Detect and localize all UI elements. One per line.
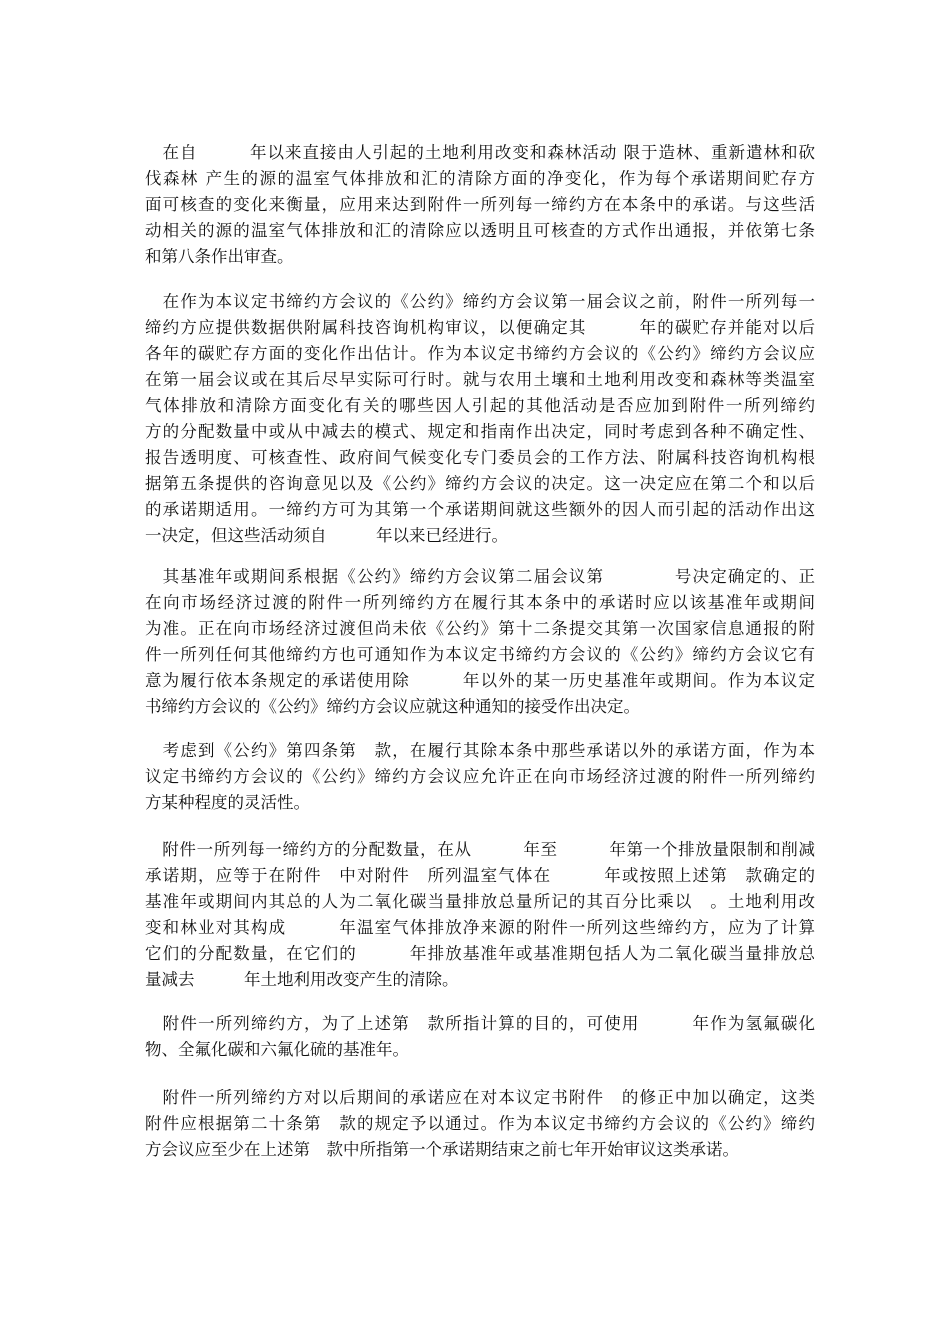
text-line: 为准。正在向市场经济过渡但尚未依《公约》第十二条提交其第一次国家信息通报的附 <box>145 619 815 638</box>
text-line: 和第八条作出审查。 <box>145 247 294 266</box>
text-line: 承诺期，应等于在附件 中对附件 所列温室气体在 年或按照上述第 款确定的 <box>145 866 815 885</box>
text-line: 在自 年以来直接由人引起的土地利用改变和森林活动 限于造林、重新遣林和砍 <box>145 143 815 162</box>
text-line: 件一所列任何其他缔约方也可通知作为本议定书缔约方会议的《公约》缔约方会议它有 <box>145 645 815 664</box>
text-line: 面可核查的变化来衡量，应用来达到附件一所列每一缔约方在本条中的承诺。与这些活 <box>145 195 815 214</box>
text-line: 在作为本议定书缔约方会议的《公约》缔约方会议第一届会议之前，附件一所列每一 <box>145 292 815 311</box>
paragraph-5 <box>145 837 815 993</box>
paragraph-4 <box>145 738 815 816</box>
paragraph-6 <box>145 1011 815 1063</box>
text-line: 附件一所列每一缔约方的分配数量，在从 年至 年第一个排放量限制和削减 <box>145 840 815 859</box>
text-line: 气体排放和清除方面变化有关的哪些因人引起的其他活动是否应加到附件一所列缔约 <box>145 396 815 415</box>
paragraph-7 <box>145 1085 815 1163</box>
text-line: 一决定，但这些活动须自 年以来已经进行。 <box>145 526 508 545</box>
paragraph-2 <box>145 289 815 549</box>
text-line: 报告透明度、可核查性、政府间气候变化专门委员会的工作方法、附属科技咨询机构根 <box>145 448 815 467</box>
text-line: 缔约方应提供数据供附属科技咨询机构审议，以便确定其 年的碳贮存并能对以后 <box>145 318 815 337</box>
text-line: 附件一所列缔约方，为了上述第 款所指计算的目的，可使用 年作为氢氟碳化 <box>145 1014 815 1033</box>
text-line: 各年的碳贮存方面的变化作出估计。作为本议定书缔约方会议的《公约》缔约方会议应 <box>145 344 815 363</box>
text-line: 它们的分配数量，在它们的 年排放基准年或基准期包括人为二氧化碳当量排放总 <box>145 944 815 963</box>
text-line: 动相关的源的温室气体排放和汇的清除应以透明且可核查的方式作出通报，并依第七条 <box>145 221 815 240</box>
text-line: 伐森林 产生的源的温室气体排放和汇的清除方面的净变化，作为每个承诺期间贮存方 <box>145 169 815 188</box>
text-line: 的承诺期适用。一缔约方可为其第一个承诺期间就这些额外的因人而引起的活动作出这 <box>145 500 815 519</box>
text-line: 方会议应至少在上述第 款中所指第一个承诺期结束之前七年开始审议这类承诺。 <box>145 1140 739 1159</box>
paragraph-3 <box>145 564 815 720</box>
text-line: 方某种程度的灵活性。 <box>145 793 310 812</box>
text-line: 在向市场经济过渡的附件一所列缔约方在履行其本条中的承诺时应以该基准年或期间 <box>145 593 815 612</box>
text-line: 考虑到《公约》第四条第 款，在履行其除本条中那些承诺以外的承诺方面，作为本 <box>145 741 815 760</box>
text-line: 议定书缔约方会议的《公约》缔约方会议应允许正在向市场经济过渡的附件一所列缔约 <box>145 767 815 786</box>
text-line: 基准年或期间内其总的人为二氧化碳当量排放总量所记的其百分比乘以 。土地利用改 <box>145 892 815 911</box>
text-line: 量减去 年土地利用改变产生的清除。 <box>145 970 459 989</box>
text-line: 附件应根据第二十条第 款的规定予以通过。作为本议定书缔约方会议的《公约》缔约 <box>145 1114 815 1133</box>
text-line: 其基准年或期间系根据《公约》缔约方会议第二届会议第 号决定确定的、正 <box>145 567 815 586</box>
text-line: 书缔约方会议的《公约》缔约方会议应就这种通知的接受作出决定。 <box>145 697 640 716</box>
text-line: 方的分配数量中或从中减去的模式、规定和指南作出决定，同时考虑到各种不确定性、 <box>145 422 815 441</box>
text-line: 变和林业对其构成 年温室气体排放净来源的附件一所列这些缔约方，应为了计算 <box>145 918 815 937</box>
text-line: 在第一届会议或在其后尽早实际可行时。就与农用土壤和土地利用改变和森林等类温室 <box>145 370 815 389</box>
text-line: 据第五条提供的咨询意见以及《公约》缔约方会议的决定。这一决定应在第二个和以后 <box>145 474 815 493</box>
text-line: 附件一所列缔约方对以后期间的承诺应在对本议定书附件 的修正中加以确定，这类 <box>145 1088 815 1107</box>
text-line: 物、全氟化碳和六氟化硫的基准年。 <box>145 1040 409 1059</box>
text-line: 意为履行依本条规定的承诺使用除 年以外的某一历史基准年或期间。作为本议定 <box>145 671 815 690</box>
paragraph-1 <box>145 140 815 270</box>
